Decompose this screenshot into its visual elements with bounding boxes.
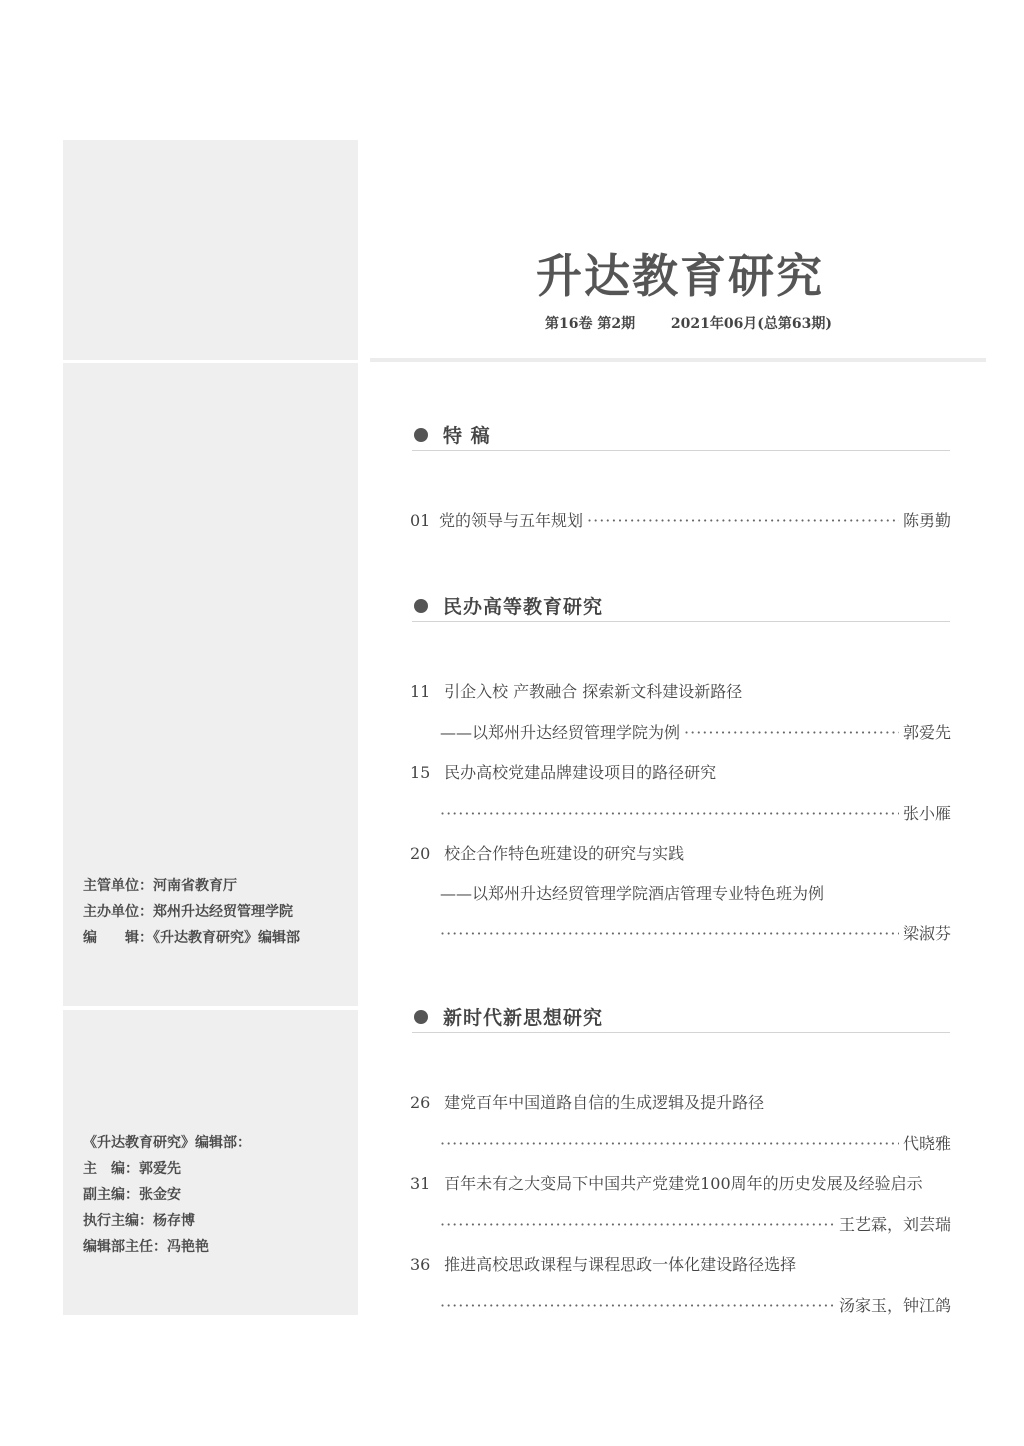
page-number: 11 <box>410 682 431 701</box>
volume-issue: 第16卷 第2期 <box>545 316 636 332</box>
deputy-editor: 副主编：张金安 <box>83 1187 181 1203</box>
toc-entry-continuation[interactable] <box>410 921 951 945</box>
dot-leader <box>440 1134 899 1153</box>
article-title: 推进高校思政课程与课程思政一体化建设路径选择 <box>444 1255 797 1274</box>
article-title: 校企合作特色班建设的研究与实践 <box>444 844 685 863</box>
section-label: 新时代新思想研究 <box>443 1007 604 1029</box>
article-title: 建党百年中国道路自信的生成逻辑及提升路径 <box>444 1093 765 1112</box>
dot-leader <box>440 1215 835 1234</box>
page-number: 26 <box>410 1093 431 1112</box>
editorial-heading: 《升达教育研究》编辑部： <box>83 1135 251 1151</box>
article-author: 王艺霖，刘芸瑞 <box>838 1215 951 1234</box>
chief-editor: 主 编：郭爱先 <box>83 1161 181 1177</box>
section-label: 特 稿 <box>443 425 491 447</box>
article-author: 梁淑芬 <box>902 924 951 943</box>
page-number: 36 <box>410 1255 431 1274</box>
article-subtitle: ——以郑州升达经贸管理学院为例 <box>440 723 681 742</box>
toc-entry[interactable] <box>410 1252 951 1276</box>
toc-entry-continuation[interactable] <box>410 881 951 905</box>
sidebar-top-panel <box>63 140 358 360</box>
toc-entry[interactable] <box>410 508 951 532</box>
issue-date: 2021年06月(总第63期) <box>670 316 833 332</box>
section-heading-new-era-thought <box>412 1002 950 1033</box>
toc-entry-continuation[interactable] <box>410 1131 951 1155</box>
dot-leader <box>440 924 899 943</box>
publisher-info <box>83 873 300 951</box>
article-author: 汤家玉，钟江鸽 <box>838 1296 951 1315</box>
page-number: 01 <box>410 511 431 530</box>
issue-info <box>545 313 832 333</box>
section-label: 民办高等教育研究 <box>443 596 604 618</box>
editor-unit: 编 辑：《升达教育研究》编辑部 <box>83 930 300 946</box>
article-author: 陈勇勤 <box>902 511 951 530</box>
section-heading-private-higher-ed <box>412 591 950 622</box>
page-number: 31 <box>410 1174 431 1193</box>
dot-leader <box>440 1296 835 1315</box>
executive-editor: 执行主编：杨存博 <box>83 1213 195 1229</box>
article-title: 民办高校党建品牌建设项目的路径研究 <box>444 763 717 782</box>
article-author: 张小雁 <box>902 804 951 823</box>
supervisor-unit: 主管单位：河南省教育厅 <box>83 878 237 894</box>
toc-entry[interactable] <box>410 679 951 703</box>
toc-entry-continuation[interactable] <box>410 801 951 825</box>
journal-title: 升达教育研究 <box>536 249 824 303</box>
bullet-icon <box>414 599 428 613</box>
page-number: 15 <box>410 763 431 782</box>
dot-leader <box>440 804 899 823</box>
article-title: 百年未有之大变局下中国共产党建党100周年的历史发展及经验启示 <box>444 1174 923 1193</box>
toc-entry[interactable] <box>410 841 951 865</box>
sponsor-unit: 主办单位：郑州升达经贸管理学院 <box>83 904 293 920</box>
article-author: 代晓雅 <box>902 1134 951 1153</box>
page-number: 20 <box>410 844 431 863</box>
editorial-board <box>83 1130 251 1260</box>
dot-leader <box>587 511 899 530</box>
toc-entry-continuation[interactable] <box>410 1293 951 1317</box>
toc-entry[interactable] <box>410 1171 951 1195</box>
bullet-icon <box>414 428 428 442</box>
header-divider <box>370 358 986 362</box>
article-subtitle: ——以郑州升达经贸管理学院酒店管理专业特色班为例 <box>440 884 825 903</box>
toc-entry-continuation[interactable] <box>410 1212 951 1236</box>
office-director: 编辑部主任：冯艳艳 <box>83 1239 209 1255</box>
toc-entry[interactable] <box>410 1090 951 1114</box>
toc-entry-continuation[interactable] <box>410 720 951 744</box>
article-title: 党的领导与五年规划 <box>439 511 584 530</box>
toc-entry[interactable] <box>410 760 951 784</box>
bullet-icon <box>414 1010 428 1024</box>
section-heading-special <box>412 420 950 451</box>
dot-leader <box>684 723 899 742</box>
article-author: 郭爱先 <box>902 723 951 742</box>
article-title: 引企入校 产教融合 探索新文科建设新路径 <box>444 682 743 701</box>
